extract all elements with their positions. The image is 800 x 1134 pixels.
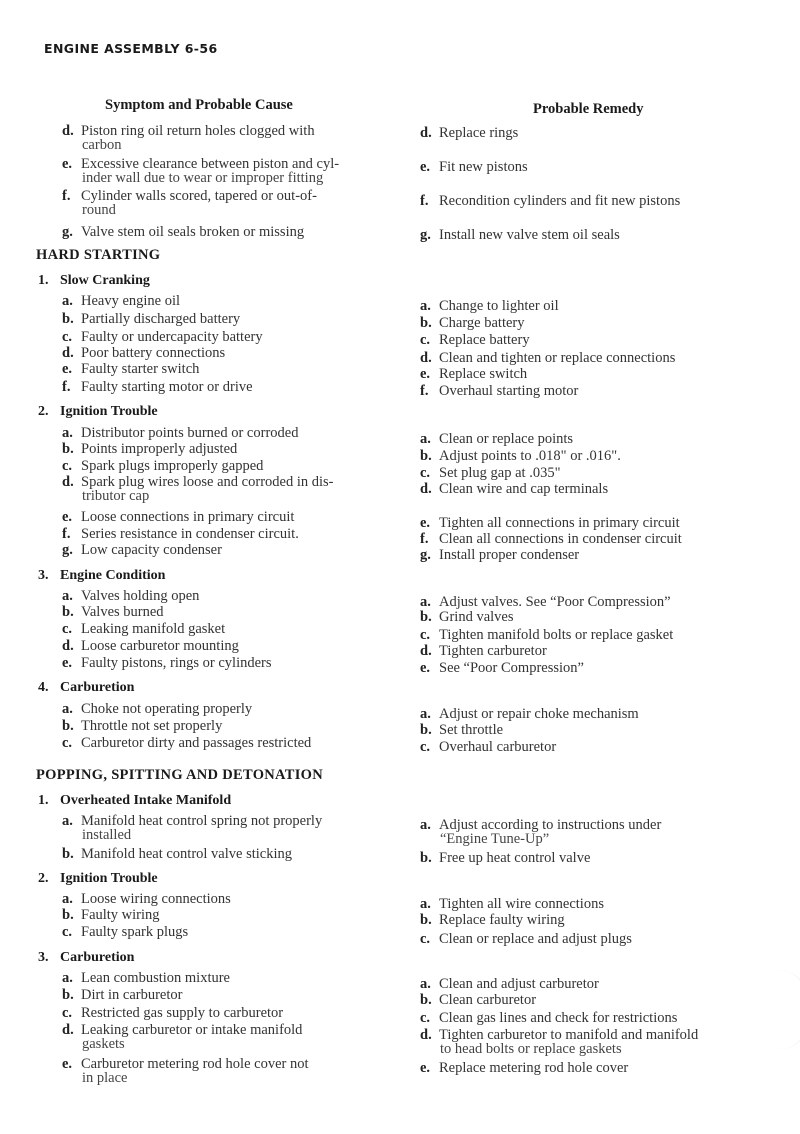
item-letter: a. (62, 588, 73, 604)
item-text: Set plug gap at .035" (439, 465, 561, 481)
item-text: Partially discharged battery (81, 311, 241, 327)
remedy-item (420, 299, 559, 314)
remedy-item (420, 851, 590, 866)
cause-item (82, 828, 131, 843)
item-text: Tighten all wire connections (439, 896, 604, 912)
item-letter: c. (420, 1010, 431, 1026)
item-letter: a. (62, 813, 73, 829)
section-heading: HARD STARTING (36, 247, 161, 263)
item-text: gaskets (82, 1036, 125, 1052)
item-text: Clean and adjust carburetor (439, 976, 599, 992)
item-text: Tighten all connections in primary circuit (439, 515, 680, 531)
item-letter: g. (420, 227, 431, 243)
remedy-item (420, 977, 599, 992)
remedy-item (420, 532, 682, 547)
item-letter: d. (62, 638, 74, 654)
cause-item (62, 736, 311, 751)
item-letter: b. (62, 907, 74, 923)
cause-item (82, 489, 149, 504)
cause-item (62, 988, 182, 1003)
item-letter: b. (62, 604, 74, 620)
item-text: Overhaul carburetor (439, 739, 557, 755)
item-letter: b. (62, 441, 74, 457)
item-text: Faulty or undercapacity battery (81, 329, 263, 345)
item-letter: c. (420, 627, 431, 643)
item-letter: e. (62, 655, 73, 671)
remedy-item (420, 628, 673, 643)
item-text: Faulty spark plugs (81, 924, 189, 940)
cause-item (62, 543, 222, 558)
item-letter: b. (62, 987, 74, 1003)
item-text: Set throttle (439, 722, 504, 738)
item-letter: f. (420, 383, 429, 399)
item-letter: c. (420, 739, 431, 755)
item-letter: e. (62, 509, 73, 525)
item-text: Dirt in carburetor (81, 987, 183, 1003)
subsection-title: Carburetion (60, 950, 135, 965)
subsection-heading (38, 680, 134, 696)
item-text: Poor battery connections (81, 345, 226, 361)
item-letter: a. (420, 594, 431, 610)
subsection-number: 3. (38, 568, 49, 583)
item-letter: b. (420, 609, 432, 625)
item-letter: a. (62, 970, 73, 986)
cause-item (62, 426, 298, 441)
item-text: round (82, 202, 116, 218)
item-letter: c. (62, 735, 73, 751)
item-text: Free up heat control valve (439, 850, 591, 866)
item-text: Tighten manifold bolts or replace gasket (439, 627, 674, 643)
cause-item (62, 656, 272, 671)
item-letter: a. (420, 706, 431, 722)
item-text: Valves holding open (81, 588, 200, 604)
item-letter: f. (62, 526, 71, 542)
item-text: Replace metering rod hole cover (439, 1060, 629, 1076)
item-letter: f. (62, 188, 71, 204)
cause-item (62, 527, 299, 542)
item-letter: d. (420, 643, 432, 659)
item-letter: b. (420, 448, 432, 464)
item-text: Change to lighter oil (439, 298, 559, 314)
remedy-item (420, 126, 518, 141)
subsection-heading (38, 568, 165, 584)
remedy-item (420, 449, 621, 464)
item-text: Adjust points to .018" or .016". (439, 448, 621, 464)
item-text: Throttle not set properly (81, 718, 223, 734)
cause-item (62, 622, 225, 637)
item-letter: b. (62, 311, 74, 327)
item-text: Recondition cylinders and fit new pistons (439, 193, 681, 209)
remedy-item (420, 661, 584, 676)
remedy-item (420, 548, 579, 563)
remedy-item (420, 723, 503, 738)
cause-item (62, 605, 164, 620)
item-text: Clean gas lines and check for restrictions (439, 1010, 678, 1026)
subsection-title: Overheated Intake Manifold (60, 793, 232, 808)
item-text: Faulty wiring (81, 907, 160, 923)
item-letter: c. (62, 329, 73, 345)
remedy-item (420, 316, 525, 331)
item-text: carbon (82, 137, 122, 153)
item-text: Piston ring oil return holes clogged with (81, 123, 315, 139)
item-text: Tighten carburetor to manifold and manifold (439, 1027, 699, 1043)
cause-item (62, 459, 263, 474)
cause-item (62, 362, 199, 377)
subsection-number: 4. (38, 680, 49, 695)
remedy-item (420, 1061, 628, 1076)
remedy-item (420, 993, 536, 1008)
item-letter: e. (62, 361, 73, 377)
remedy-item (420, 1011, 677, 1026)
subsection-heading (38, 273, 150, 289)
cause-item (62, 639, 239, 654)
item-letter: e. (420, 366, 431, 382)
item-text: “Engine Tune-Up” (440, 831, 550, 847)
item-text: Install new valve stem oil seals (439, 227, 620, 243)
subsection-title: Engine Condition (60, 568, 166, 583)
item-letter: e. (420, 660, 431, 676)
item-letter: d. (420, 125, 432, 141)
item-letter: a. (420, 298, 431, 314)
item-text: Overhaul starting motor (439, 383, 579, 399)
cause-item (62, 346, 225, 361)
remedy-item (440, 832, 549, 847)
remedy-item (420, 194, 680, 209)
item-letter: e. (420, 515, 431, 531)
item-text: inder wall due to wear or improper fitting (82, 170, 324, 186)
item-letter: d. (62, 345, 74, 361)
item-text: Replace battery (439, 332, 530, 348)
item-letter: b. (420, 722, 432, 738)
remedy-item (420, 595, 671, 610)
cause-item (62, 510, 294, 525)
item-letter: a. (420, 976, 431, 992)
item-text: Adjust or repair choke mechanism (439, 706, 639, 722)
cause-item (62, 589, 199, 604)
item-letter: d. (62, 1022, 74, 1038)
item-text: Manifold heat control valve sticking (81, 846, 293, 862)
item-letter: c. (62, 621, 73, 637)
item-text: to head bolts or replace gaskets (440, 1041, 622, 1057)
column-heading-remedy: Probable Remedy (533, 101, 644, 117)
item-text: Replace faulty wiring (439, 912, 565, 928)
cause-item (62, 380, 253, 395)
remedy-item (420, 897, 604, 912)
remedy-item (420, 516, 680, 531)
cause-item (62, 702, 252, 717)
item-letter: c. (62, 458, 73, 474)
item-text: Loose carburetor mounting (81, 638, 239, 654)
item-text: Distributor points burned or corroded (81, 425, 299, 441)
item-text: Points improperly adjusted (81, 441, 238, 457)
item-text: Excessive clearance between piston and cyl- (81, 156, 340, 172)
item-text: Replace rings (439, 125, 519, 141)
remedy-item (420, 913, 565, 928)
item-letter: f. (420, 193, 429, 209)
subsection-number: 1. (38, 273, 49, 288)
item-text: Leaking manifold gasket (81, 621, 226, 637)
item-text: Leaking carburetor or intake manifold (81, 1022, 303, 1038)
cause-item (62, 908, 160, 923)
item-text: Lean combustion mixture (81, 970, 230, 986)
item-letter: a. (62, 891, 73, 907)
item-letter: c. (420, 332, 431, 348)
remedy-item (420, 228, 620, 243)
item-letter: d. (420, 350, 432, 366)
remedy-item (420, 707, 639, 722)
item-letter: a. (62, 293, 73, 309)
item-letter: g. (62, 224, 73, 240)
item-letter: f. (62, 379, 71, 395)
item-letter: g. (62, 542, 73, 558)
page-edge-mark (778, 970, 800, 1050)
cause-item (62, 1006, 283, 1021)
item-letter: a. (420, 431, 431, 447)
section-heading: POPPING, SPITTING AND DETONATION (36, 767, 324, 783)
cause-item (62, 892, 231, 907)
item-text: Choke not operating properly (81, 701, 253, 717)
remedy-item (420, 160, 528, 175)
item-text: Valves burned (81, 604, 164, 620)
cause-item (82, 1037, 125, 1052)
item-letter: a. (62, 425, 73, 441)
subsection-title: Slow Cranking (60, 273, 150, 288)
cause-item (62, 294, 180, 309)
item-text: Carburetor metering rod hole cover not (81, 1056, 309, 1072)
item-text: Restricted gas supply to carburetor (81, 1005, 284, 1021)
item-text: Carburetor dirty and passages restricted (81, 735, 312, 751)
item-text: Manifold heat control spring not properly (81, 813, 323, 829)
cause-item (62, 847, 292, 862)
item-letter: d. (62, 474, 74, 490)
item-text: Tighten carburetor (439, 643, 547, 659)
column-heading-cause: Symptom and Probable Cause (105, 97, 293, 113)
remedy-item (420, 740, 556, 755)
item-letter: e. (420, 1060, 431, 1076)
item-text: Low capacity condenser (81, 542, 222, 558)
remedy-item (420, 351, 675, 366)
item-text: Spark plug wires loose and corroded in dis- (81, 474, 334, 490)
subsection-heading (38, 793, 231, 809)
remedy-item (420, 610, 514, 625)
item-letter: f. (420, 531, 429, 547)
item-text: See “Poor Compression” (439, 660, 584, 676)
cause-item (62, 971, 230, 986)
item-letter: a. (62, 701, 73, 717)
cause-item (82, 203, 116, 218)
item-letter: c. (420, 931, 431, 947)
subsection-heading (38, 404, 158, 420)
item-text: in place (82, 1070, 128, 1086)
item-letter: b. (62, 718, 74, 734)
remedy-item (440, 1042, 622, 1057)
item-text: Clean carburetor (439, 992, 537, 1008)
item-letter: b. (62, 846, 74, 862)
item-text: Faulty starting motor or drive (81, 379, 253, 395)
subsection-heading (38, 871, 158, 887)
remedy-item (420, 432, 573, 447)
item-text: installed (82, 827, 132, 843)
cause-item (62, 330, 263, 345)
item-text: Series resistance in condenser circuit. (81, 526, 299, 542)
cause-item (62, 312, 240, 327)
remedy-item (420, 482, 608, 497)
cause-item (62, 925, 188, 940)
subsection-number: 3. (38, 950, 49, 965)
item-text: Clean wire and cap terminals (439, 481, 609, 497)
cause-item (82, 138, 121, 153)
item-letter: d. (62, 123, 74, 139)
item-text: Faulty starter switch (81, 361, 200, 377)
subsection-title: Ignition Trouble (60, 871, 158, 886)
item-text: Heavy engine oil (81, 293, 181, 309)
item-text: Clean and tighten or replace connections (439, 350, 676, 366)
item-text: Loose connections in primary circuit (81, 509, 295, 525)
item-letter: b. (420, 992, 432, 1008)
subsection-number: 2. (38, 404, 49, 419)
item-text: Grind valves (439, 609, 514, 625)
subsection-number: 2. (38, 871, 49, 886)
item-text: Faulty pistons, rings or cylinders (81, 655, 272, 671)
item-letter: b. (420, 850, 432, 866)
remedy-item (420, 932, 632, 947)
item-letter: d. (420, 481, 432, 497)
item-letter: e. (62, 1056, 73, 1072)
item-text: Adjust according to instructions under (439, 817, 662, 833)
item-text: Loose wiring connections (81, 891, 231, 907)
item-text: Valve stem oil seals broken or missing (81, 224, 305, 240)
subsection-heading (38, 950, 134, 966)
item-letter: e. (420, 159, 431, 175)
cause-item (62, 225, 304, 240)
cause-item (82, 171, 323, 186)
cause-item (62, 442, 237, 457)
subsection-number: 1. (38, 793, 49, 808)
remedy-item (420, 466, 561, 481)
remedy-item (420, 367, 527, 382)
remedy-item (420, 384, 578, 399)
remedy-item (420, 333, 530, 348)
cause-item (62, 719, 222, 734)
subsection-title: Ignition Trouble (60, 404, 158, 419)
item-text: Install proper condenser (439, 547, 580, 563)
item-letter: b. (420, 315, 432, 331)
item-text: tributor cap (82, 488, 150, 504)
item-text: Clean or replace and adjust plugs (439, 931, 632, 947)
cause-item (82, 1071, 128, 1086)
item-letter: g. (420, 547, 431, 563)
item-text: Cylinder walls scored, tapered or out-of- (81, 188, 317, 204)
item-letter: e. (62, 156, 73, 172)
item-text: Adjust valves. See “Poor Compression” (439, 594, 671, 610)
item-text: Spark plugs improperly gapped (81, 458, 264, 474)
item-text: Clean all connections in condenser circuit (439, 531, 682, 547)
item-letter: a. (420, 817, 431, 833)
item-letter: c. (420, 465, 431, 481)
item-letter: d. (420, 1027, 432, 1043)
item-letter: b. (420, 912, 432, 928)
item-text: Fit new pistons (439, 159, 528, 175)
item-text: Charge battery (439, 315, 525, 331)
item-letter: c. (62, 1005, 73, 1021)
page-header: ENGINE ASSEMBLY 6-56 (44, 41, 218, 56)
item-text: Clean or replace points (439, 431, 574, 447)
item-text: Replace switch (439, 366, 528, 382)
remedy-item (420, 644, 547, 659)
subsection-title: Carburetion (60, 680, 135, 695)
item-letter: c. (62, 924, 73, 940)
item-letter: a. (420, 896, 431, 912)
